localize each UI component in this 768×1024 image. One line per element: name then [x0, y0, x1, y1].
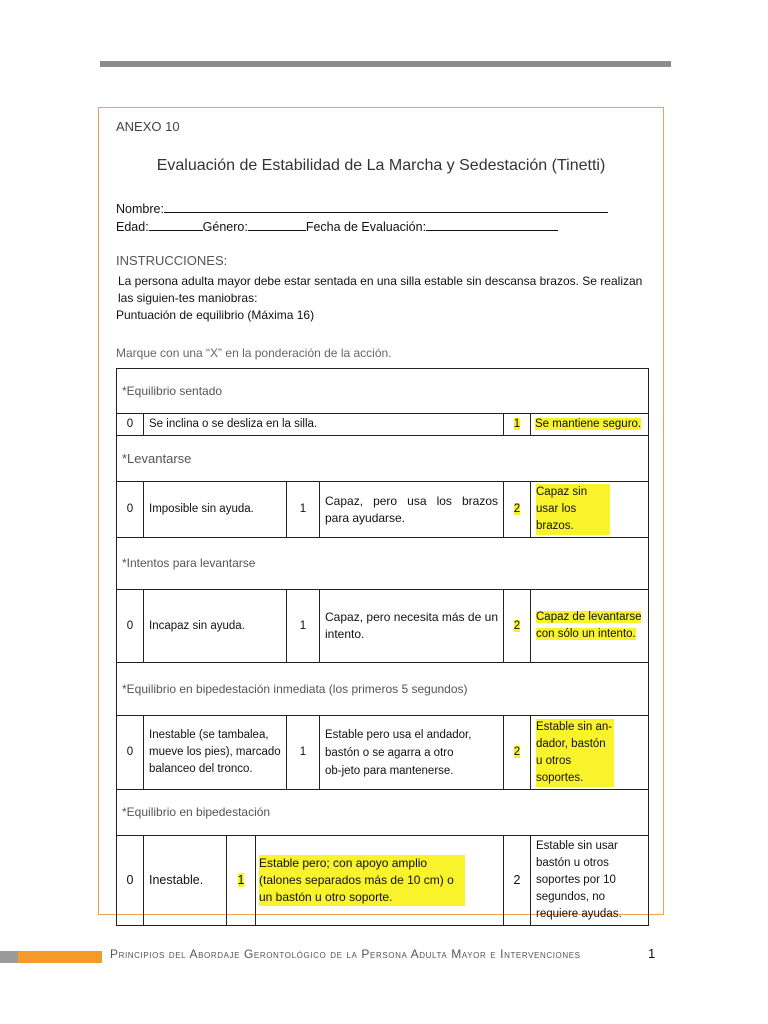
score-cell[interactable] — [227, 836, 256, 926]
score-cell[interactable]: 0 — [117, 590, 144, 663]
option-text: Estable pero usa el andador, bastón o se agarra a otro ob-jeto para mantenerse. — [320, 716, 504, 790]
footer-title: Principios del Abordaje Gerontológico de la Persona Adulta Mayor e Intervenciones — [110, 947, 581, 961]
score-cell[interactable]: 0 — [117, 414, 144, 436]
option-text — [256, 836, 504, 926]
section-header — [117, 369, 649, 414]
score-highlight: 1 — [513, 418, 521, 430]
details-line — [116, 219, 558, 234]
option-highlight: Estable sin an-dador, bastón u otros soportes. — [536, 719, 614, 787]
option-text — [531, 716, 649, 790]
score-cell[interactable]: 1 — [287, 482, 320, 538]
instructions-heading: INSTRUCCIONES: — [116, 253, 228, 268]
section-header — [117, 790, 649, 836]
tinetti-table — [116, 368, 649, 926]
section-title: *Equilibrio sentado — [117, 369, 649, 414]
score-highlight: 1 — [237, 872, 245, 887]
option-text: Capaz, pero necesita más de un intento. — [320, 590, 504, 663]
score-cell[interactable] — [504, 716, 531, 790]
table-row — [117, 590, 649, 663]
score-highlight: 2 — [513, 619, 521, 632]
option-text: Inestable. — [144, 836, 227, 926]
option-text: Imposible sin ayuda. — [144, 482, 287, 538]
table-row — [117, 716, 649, 790]
section-header — [117, 538, 649, 590]
instructions-text — [116, 273, 650, 324]
score-cell[interactable] — [504, 414, 531, 436]
page-number: 1 — [648, 946, 656, 961]
score-cell[interactable] — [504, 482, 531, 538]
option-text: Capaz, pero usa los brazos para ayudarse. — [320, 482, 504, 538]
annex-label: ANEXO 10 — [116, 119, 180, 134]
instructions-paragraph: La persona adulta mayor debe estar sentada en una silla estable sin descansa brazos. Se realizan las siguien-tes maniobras: — [118, 274, 643, 305]
document-title: Evaluación de Estabilidad de La Marcha y Sedestación (Tinetti) — [156, 157, 606, 174]
score-highlight: 2 — [513, 503, 521, 515]
date-field[interactable] — [426, 219, 558, 231]
option-highlight: Estable pero; con apoyo amplio (talones separados más de 10 cm) o un bastón u otro soporte. — [259, 855, 465, 906]
footer-accent-orange — [18, 951, 102, 963]
table-row — [117, 414, 649, 436]
section-title: *Intentos para levantarse — [117, 538, 649, 590]
option-text — [531, 414, 649, 436]
age-label: Edad: — [116, 220, 149, 234]
score-cell[interactable]: 0 — [117, 482, 144, 538]
gender-label: Género: — [202, 220, 248, 234]
score-note: Puntuación de equilibrio (Máxima 16) — [116, 308, 315, 322]
option-text: Inestable (se tambalea, mueve los pies), marcado balanceo del tronco. — [144, 716, 287, 790]
name-line — [116, 201, 608, 216]
table-row — [117, 836, 649, 926]
score-cell[interactable]: 0 — [117, 716, 144, 790]
section-title: *Levantarse — [117, 436, 649, 482]
option-highlight: Se mantiene seguro. — [535, 418, 642, 430]
section-header — [117, 436, 649, 482]
mark-instruction: Marque con una “X” en la ponderación de la acción. — [116, 346, 392, 360]
option-text: Incapaz sin ayuda. — [144, 590, 287, 663]
option-text — [531, 482, 649, 538]
footer-accent-gray — [0, 951, 18, 963]
score-cell[interactable]: 0 — [117, 836, 144, 926]
score-highlight: 2 — [513, 746, 521, 758]
score-cell[interactable]: 1 — [287, 716, 320, 790]
header-rule — [100, 61, 671, 67]
table-row — [117, 482, 649, 538]
score-cell[interactable]: 2 — [504, 836, 531, 926]
option-text — [531, 590, 649, 663]
name-label: Nombre: — [116, 202, 164, 216]
name-field[interactable] — [164, 201, 608, 213]
date-label: Fecha de Evaluación: — [305, 220, 427, 234]
section-header — [117, 663, 649, 716]
score-cell[interactable] — [504, 590, 531, 663]
option-text: Se inclina o se desliza en la silla. — [144, 414, 504, 436]
score-cell[interactable]: 1 — [287, 590, 320, 663]
section-title: *Equilibrio en bipedestación — [117, 790, 649, 836]
gender-field[interactable] — [248, 219, 306, 231]
option-highlight: Capaz de levantarse con sólo un intento. — [536, 611, 642, 640]
section-title: *Equilibrio en bipedestación inmediata (los primeros 5 segundos) — [117, 663, 649, 716]
option-text: Estable sin usar bastón u otros soportes por 10 segundos, no requiere ayudas. — [531, 836, 649, 926]
age-field[interactable] — [149, 219, 203, 231]
option-highlight: Capaz sin usar los brazos. — [536, 484, 610, 535]
